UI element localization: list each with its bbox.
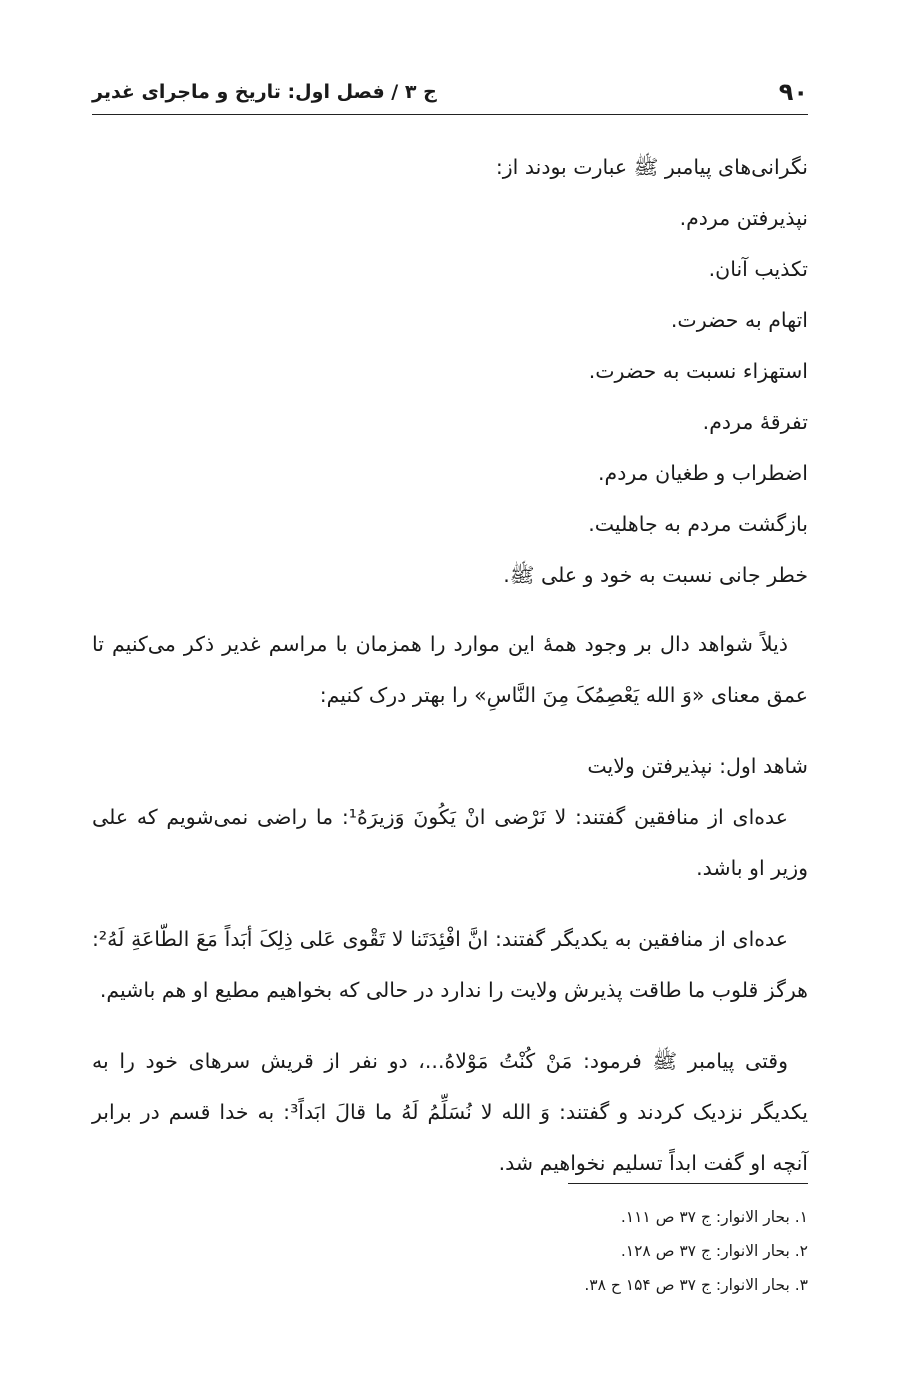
paragraph-evidence-intro: ذیلاً شواهد دال بر وجود همهٔ این موارد را همزمان با مراسم غدیر ذکر می‌کنیم تا عمق معنای «وَ الله یَعْصِمُکَ مِنَ النَّاسِ» را بهتر درک کنیم: (92, 632, 808, 707)
list-item: نپذیرفتن مردم. (679, 206, 808, 230)
paragraph-evidence-1: عده‌ای از منافقین گفتند: لا نَرْضی انْ یَکُونَ وَزیرَهُ¹: ما راضی نمی‌شویم که علی وزیر او باشد. (92, 805, 808, 880)
running-title: ج ۳ / فصل اول: تاریخ و ماجرای غدیر (92, 81, 437, 103)
list-item: تکذیب آنان. (708, 257, 808, 281)
page-number: ۹۰ (778, 78, 808, 106)
paragraph-evidence-3: وقتی پیامبر ﷺ فرمود: مَنْ کُنْتُ مَوْلاهُ...، دو نفر از قریش سرهای خود را به یکدیگر نزدیک کردند و گفتند: وَ الله لا نُسَلِّمُ لَهُ ما قالَ ابَداً³: به خدا قسم در برابر آنچه او گفت ابداً تسلیم نخواهیم شد. (92, 1049, 808, 1175)
body-text (92, 142, 808, 1209)
list-item: خطر جانی نسبت به خود و علی ﷺ. (503, 563, 808, 587)
list-item: بازگشت مردم به جاهلیت. (588, 512, 808, 536)
footnote: ۳. بحار الانوار: ج ۳۷ ص ۱۵۴ ح ۳۸. (584, 1276, 808, 1294)
list-item: تفرقهٔ مردم. (702, 410, 808, 434)
paragraph-evidence-2: عده‌ای از منافقین به یکدیگر گفتند: انَّ افْئِدَتَنا لا تَقْوی عَلی ذِلِکَ أبَداً مَعَ الطّاعَةِ لَهُ²: هرگز قلوب ما طاقت پذیرش ولایت را ندارد در حالی که بخواهیم مطیع او هم باشیم. (92, 927, 808, 1002)
footnote-divider (568, 1183, 808, 1184)
list-item: اضطراب و طغیان مردم. (598, 461, 808, 485)
footnotes (92, 1200, 808, 1302)
footnote: ۱. بحار الانوار: ج ۳۷ ص ۱۱۱. (620, 1208, 808, 1226)
section-subheading: شاهد اول: نپذیرفتن ولایت (587, 754, 808, 778)
footnote: ۲. بحار الانوار: ج ۳۷ ص ۱۲۸. (620, 1242, 808, 1260)
concerns-list (92, 142, 808, 601)
list-item: استهزاء نسبت به حضرت. (588, 359, 808, 383)
intro-line: نگرانی‌های پیامبر ﷺ عبارت بودند از: (495, 155, 808, 179)
list-item: اتهام به حضرت. (670, 308, 808, 332)
page-header (92, 70, 808, 115)
